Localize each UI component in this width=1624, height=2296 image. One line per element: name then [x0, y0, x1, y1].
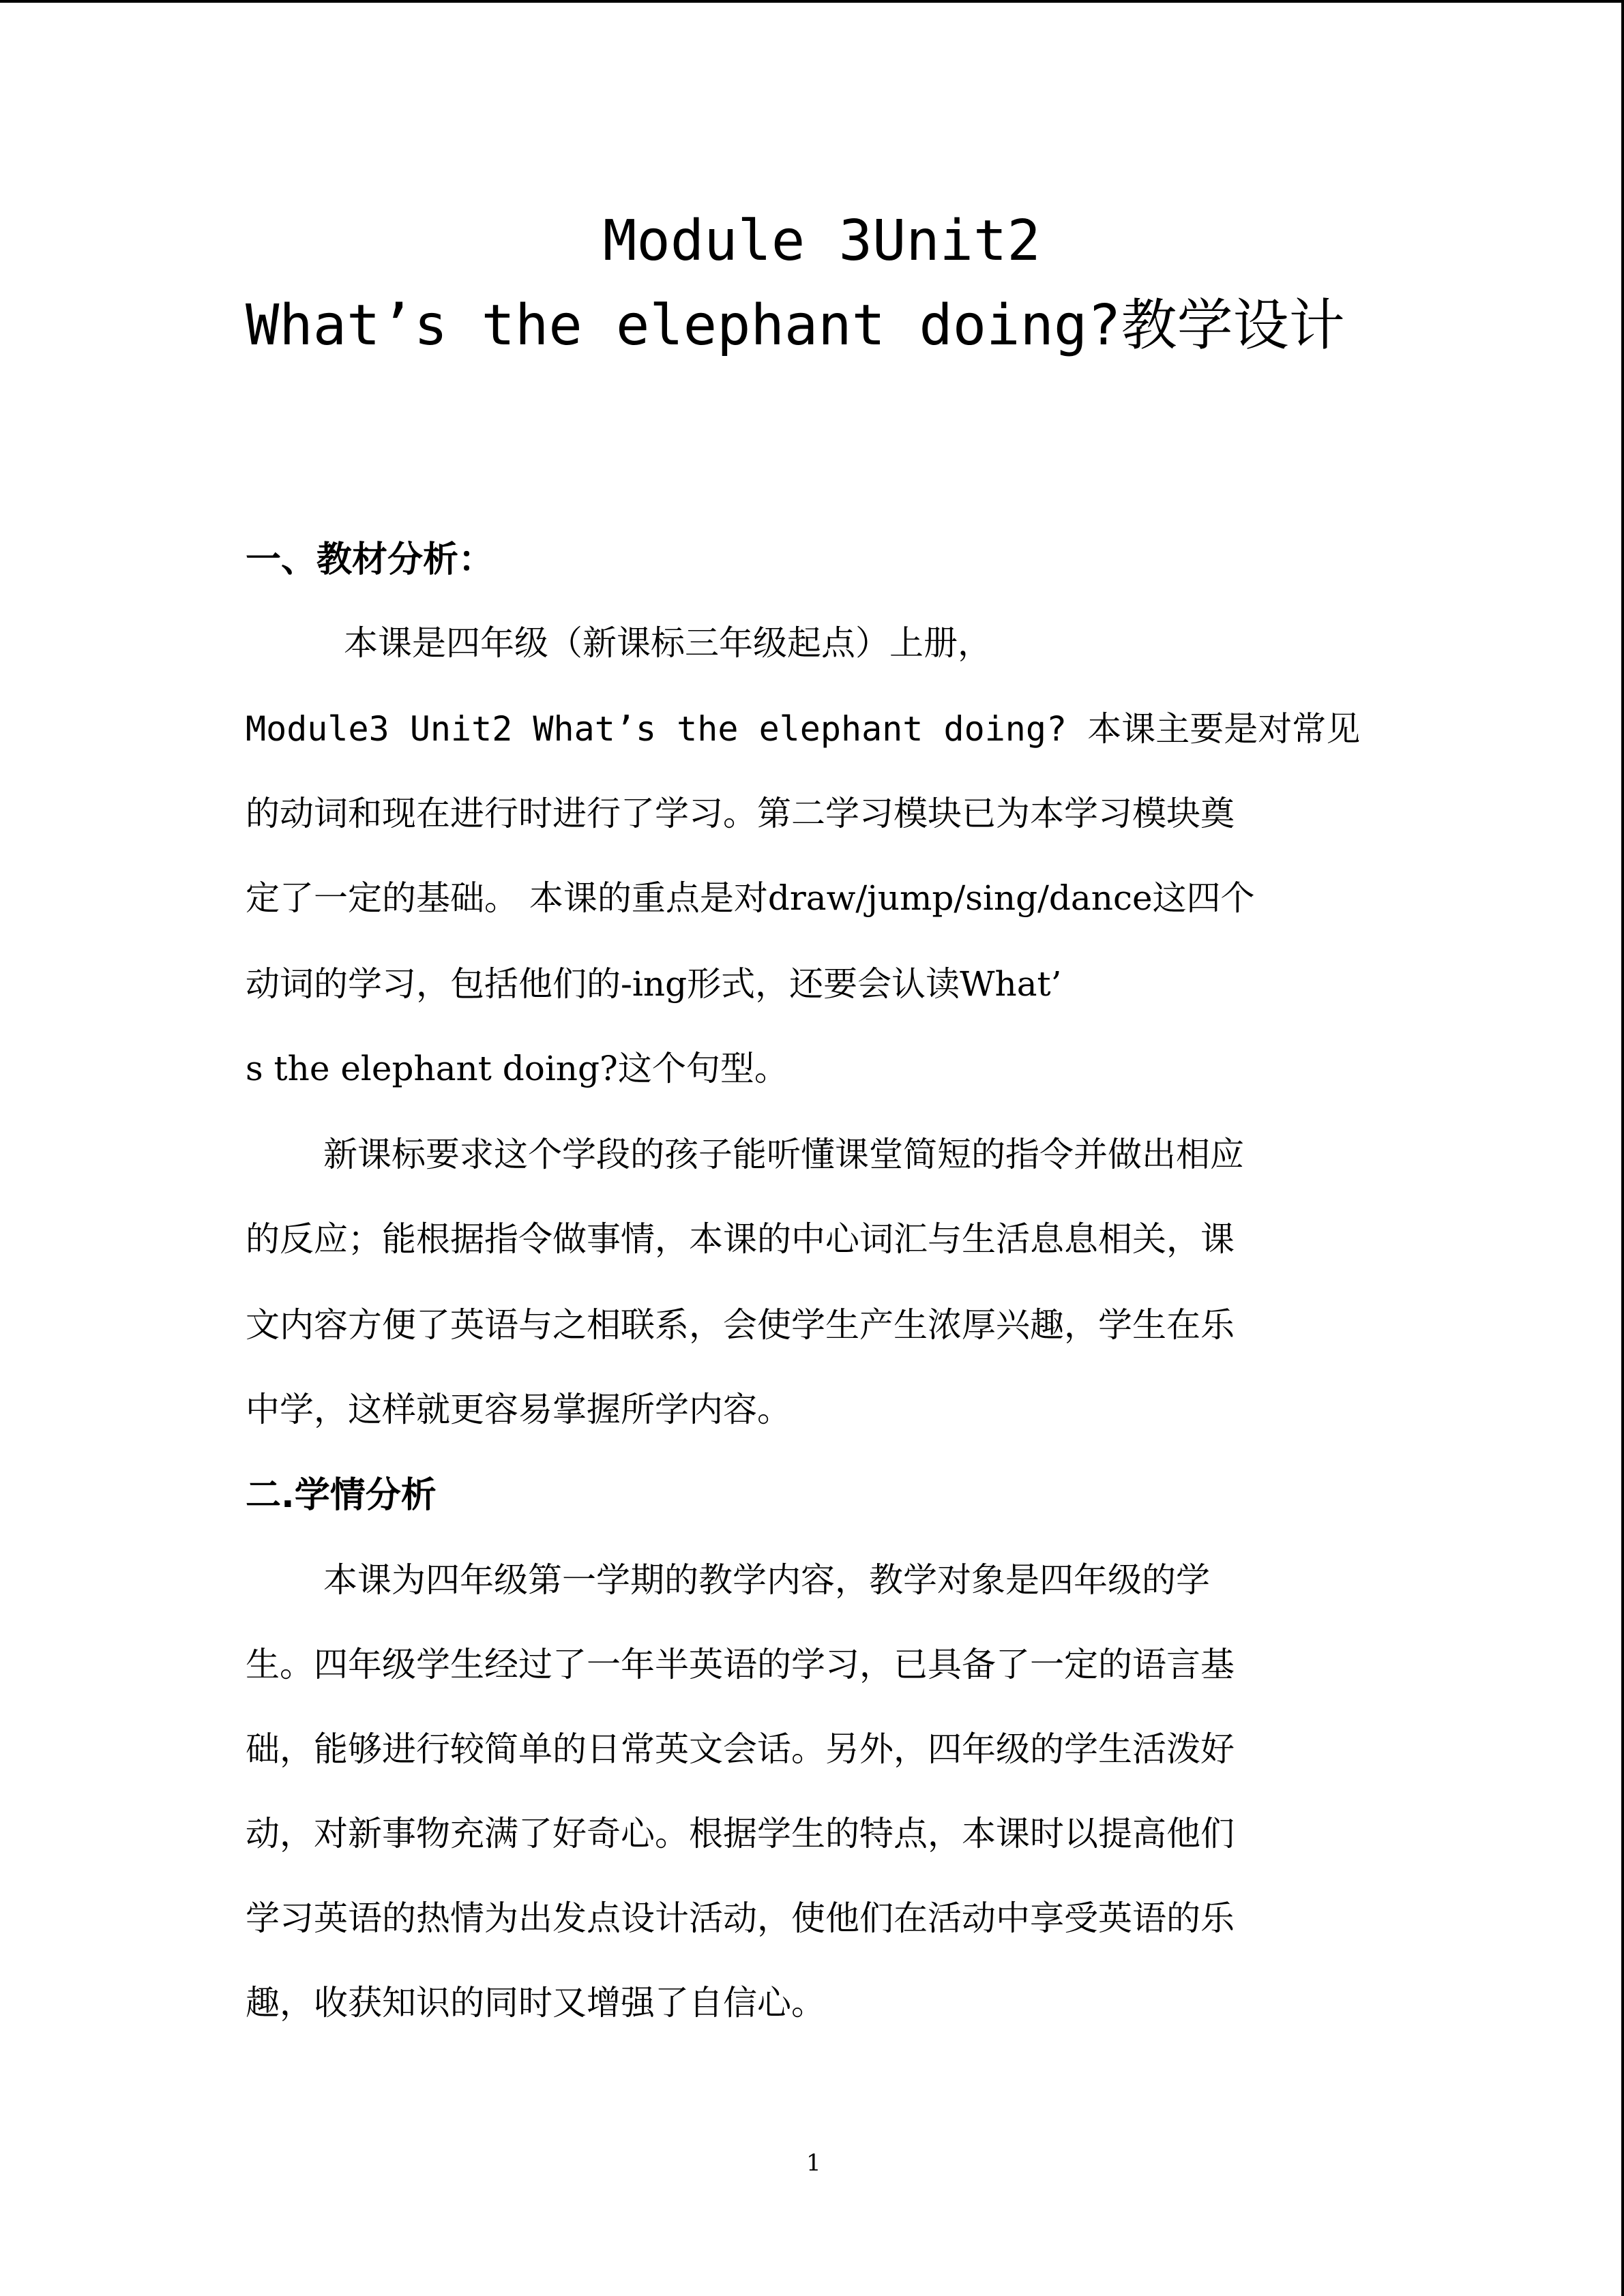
paragraph-line: 生。四年级学生经过了一年半英语的学习，已具备了一定的语言基: [246, 1645, 1235, 1684]
paragraph-line: 本课为四年级第一学期的教学内容，教学对象是四年级的学: [323, 1560, 1210, 1600]
section-heading-textbook-analysis: 一、教材分析：: [246, 539, 494, 580]
paragraph-line: 学习英语的热情为出发点设计活动，使他们在活动中享受英语的乐: [246, 1898, 1235, 1938]
paragraph-line: 本课是四年级（新课标三年级起点）上册，: [344, 623, 992, 663]
section-heading-student-analysis: 二.学情分析: [246, 1475, 437, 1516]
page-top-border: [0, 0, 1624, 3]
paragraph-line: 定了一定的基础。 本课的重点是对draw/jump/sing/dance这四个: [246, 878, 1255, 918]
paragraph-line: 新课标要求这个学段的孩子能听懂课堂简短的指令并做出相应: [323, 1135, 1244, 1174]
paragraph-line: 趣，收获知识的同时又增强了自信心。: [246, 1983, 825, 2023]
paragraph-line: 的反应；能根据指令做事情，本课的中心词汇与生活息息相关，课: [246, 1219, 1235, 1259]
paragraph-line: s the elephant doing?这个句型。: [246, 1049, 788, 1088]
document-title-line-2: What’s the elephant doing?教学设计: [246, 293, 1345, 358]
page-right-border: [1621, 0, 1624, 2296]
paragraph-line: 动词的学习，包括他们的-ing形式，还要会认读What’: [246, 964, 1062, 1004]
paragraph-line: 的动词和现在进行时进行了学习。第二学习模块已为本学习模块奠: [246, 794, 1235, 833]
page-number: 1: [806, 2149, 821, 2177]
paragraph-line: 中学，这样就更容易掌握所学内容。: [246, 1390, 791, 1429]
paragraph-line: Module3 Unit2 What’s the elephant doing? 本课主要是对常见: [246, 709, 1361, 749]
document-title-line-1: Module 3Unit2: [603, 209, 1041, 273]
paragraph-line: 动，对新事物充满了好奇心。根据学生的特点，本课时以提高他们: [246, 1814, 1235, 1853]
paragraph-line: 文内容方便了英语与之相联系，会使学生产生浓厚兴趣，学生在乐: [246, 1305, 1235, 1345]
paragraph-line: 础，能够进行较简单的日常英文会话。另外，四年级的学生活泼好: [246, 1729, 1235, 1769]
